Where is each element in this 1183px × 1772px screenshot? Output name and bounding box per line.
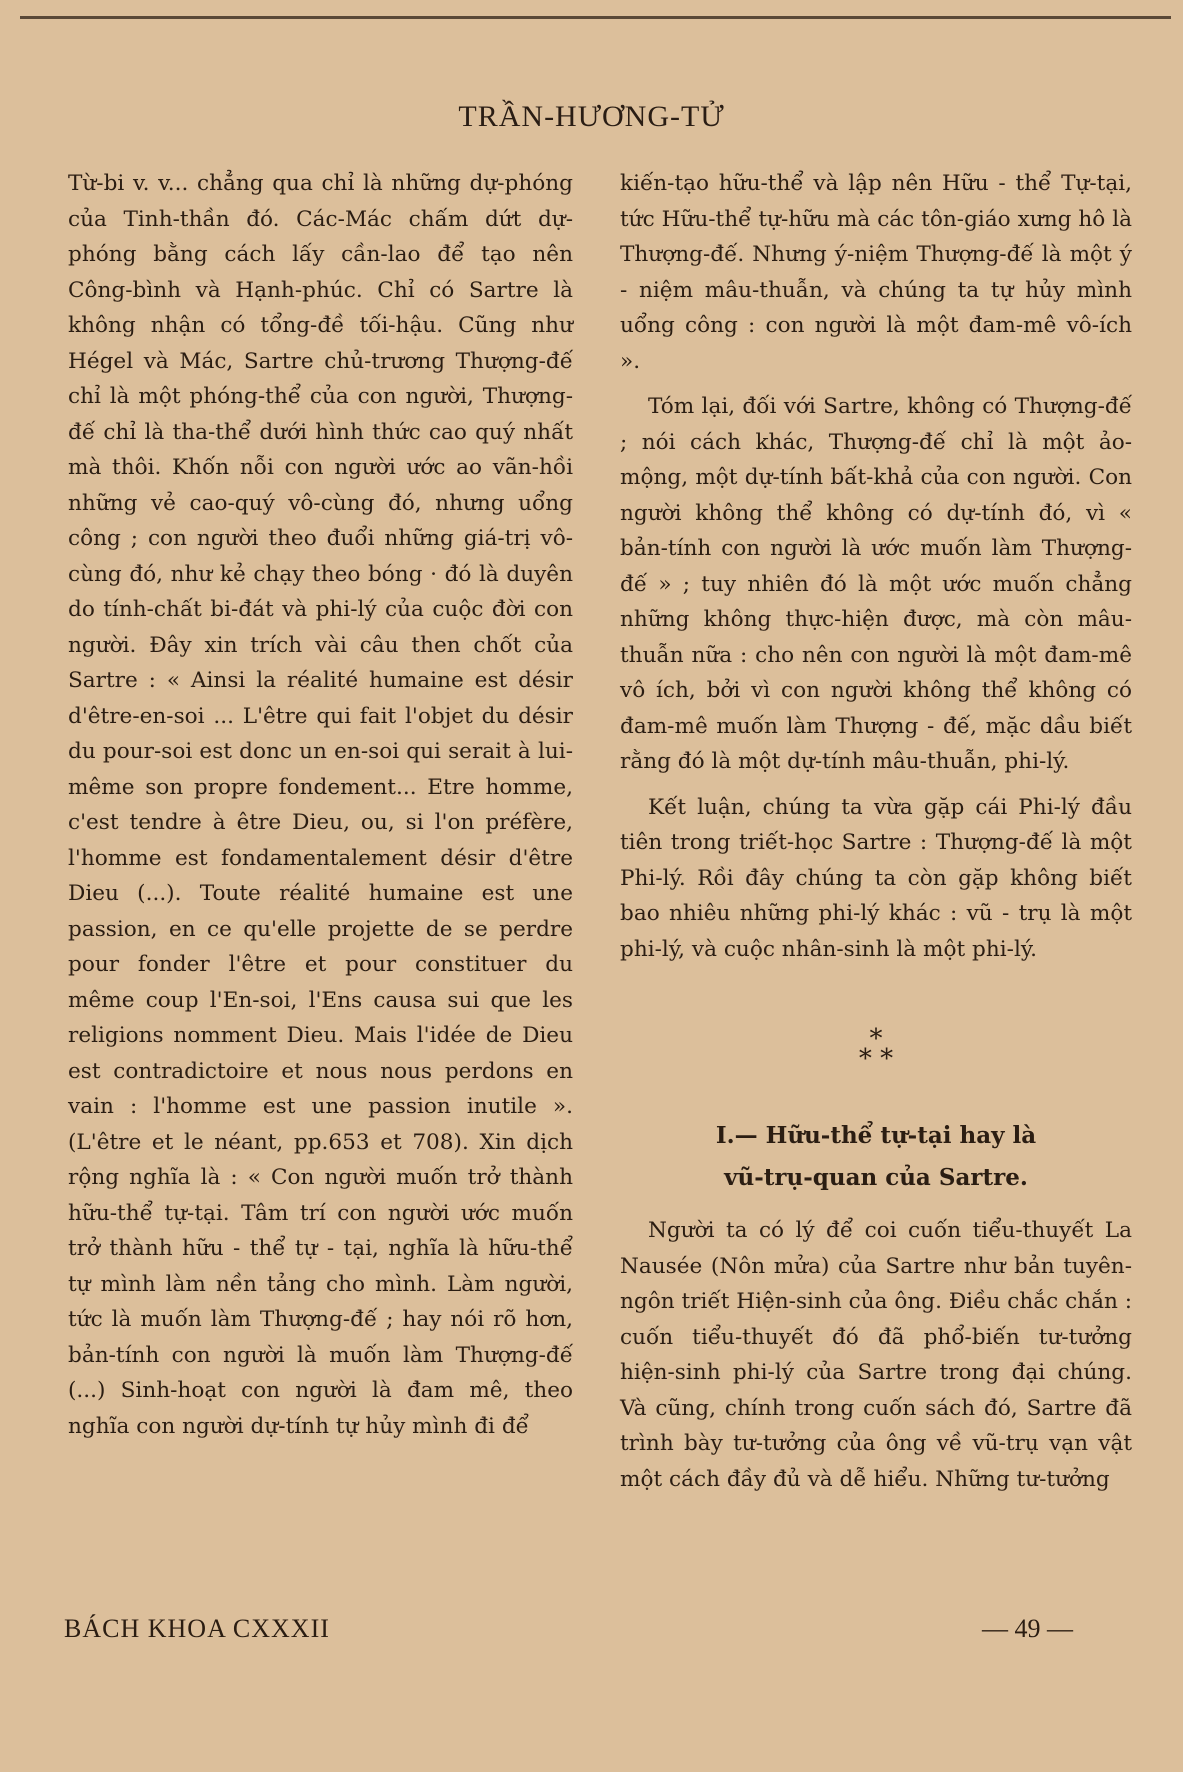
paragraph-1: kiến-tạo hữu-thể và lập nên Hữu - thể Tự-tại, tức Hữu-thể tự-hữu mà các tôn-giáo xưng hô là Thượng-đế. Nhưng ý-niệm Thượng-đế là một ý - niệm mâu-thuẫn, và chúng ta tự hủy mình uổng công : con người là một đam-mê vô-ích ». — [620, 171, 1132, 374]
paragraph-4: Người ta có lý để coi cuốn tiểu-thuyết La Nausée (Nôn mửa) của Sartre như bản tuyên-ngôn triết Hiện-sinh của ông. Điều chắc chắn : cuốn tiểu-thuyết đó đã phổ-biến tư-tưởng hiện-sinh phi-lý của Sartre trong đại chúng. Và cũng, chính trong cuốn sách đó, Sartre đã trình bày tư-tưởng của ông về vũ-trụ vạn vật một cách đầy đủ và dễ hiểu. Những tư-tưởng — [620, 1218, 1132, 1492]
section-heading-line-2: vũ-trụ-quan của Sartre. — [724, 1164, 1028, 1191]
footer-page-number: — 49 — — [982, 1614, 1073, 1643]
paragraph-2: Tóm lại, đối với Sartre, không có Thượng-đế ; nói cách khác, Thượng-đế chỉ là một ảo-mộng, một dự-tính bất-khả của con người. Con người không thể không có dự-tính đó, vì « bản-tính con người là ước muốn làm Thượng-đế » ; tuy nhiên đó là một ước muốn chẳng những không thực-hiện được, mà còn mâu-thuẫn nữa : cho nên con người là một đam-mê vô ích, bởi vì con người không thể không có đam-mê muốn làm Thượng - đế, mặc dầu biết rằng đó là một dự-tính mâu-thuẫn, phi-lý. — [620, 394, 1132, 774]
section-heading-line-1: I.— Hữu-thể tự-tại hay là — [715, 1122, 1037, 1149]
section-heading — [620, 1115, 1132, 1199]
paragraph-3: Kết luận, chúng ta vừa gặp cái Phi-lý đầu tiên trong triết-học Sartre : Thượng-đế là một Phi-lý. Rồi đây chúng ta còn gặp không biết bao nhiêu những phi-lý khác : vũ - trụ là một phi-lý, và cuộc nhân-sinh là một phi-lý. — [620, 794, 1132, 962]
ornament-glyphs: * * * — [858, 1024, 894, 1074]
left-column-text: Từ-bi v. v... chẳng qua chỉ là những dự-phóng của Tinh-thần đó. Các-Mác chấm dứt dự-phóng bằng cách lấy cần-lao để tạo nên Công-bình và Hạnh-phúc. Chỉ có Sartre là không nhận có tổng-đề tối-hậu. Cũng như Hégel và Mác, Sartre chủ-trương Thượng-đế chỉ là một phóng-thể của con người, Thượng-đế chỉ là tha-thể dưới hình thức cao quý nhất mà thôi. Khốn nỗi con người ước ao vãn-hồi những vẻ cao-quý vô-cùng đó, nhưng uổng công ; con người theo đuổi những giá-trị vô-cùng đó, như kẻ chạy theo bóng · đó là duyên do tính-chất bi-đát và phi-lý của cuộc đời con người. Đây xin trích vài câu then chốt của Sartre : « Ainsi la réalité humaine est désir d'être-en-soi ... L'être qui fait l'objet du désir du pour-soi est donc un en-soi qui serait à lui-même son propre fondement... Etre homme, c'est tendre à être Dieu, ou, si l'on préfère, l'homme est fondamentalement désir d'être Dieu (...). Toute réalité humaine est une passion, en ce qu'elle projette de se perdre pour fonder l'être et pour constituer du même coup l'En-soi, l'Ens causa sui que les religions nomment Dieu. Mais l'idée de Dieu est contradictoire et nous nous perdons en vain : l'homme est une passion inutile ». (L'être et le néant, pp.653 et 708). Xin dịch rộng nghĩa là : « Con người muốn trở thành hữu-thể tự-tại. Tâm trí con người ước muốn trở thành hữu - thể tự - tại, nghĩa là hữu-thể tự mình làm nền tảng cho mình. Làm người, tức là muốn làm Thượng-đế ; hay nói rõ hơn, bản-tính con người là muốn làm Thượng-đế (...) Sinh-hoạt con người là đam mê, theo nghĩa con người dự-tính tự hủy mình đi để — [68, 171, 573, 1439]
running-head: TRẦN-HƯƠNG-TỬ — [458, 100, 725, 133]
footer-journal-title: BÁCH KHOA CXXXII — [64, 1614, 330, 1643]
right-column — [620, 166, 1132, 1497]
left-column — [68, 166, 573, 1444]
section-ornament — [620, 1024, 1132, 1074]
top-rule — [20, 16, 1171, 19]
